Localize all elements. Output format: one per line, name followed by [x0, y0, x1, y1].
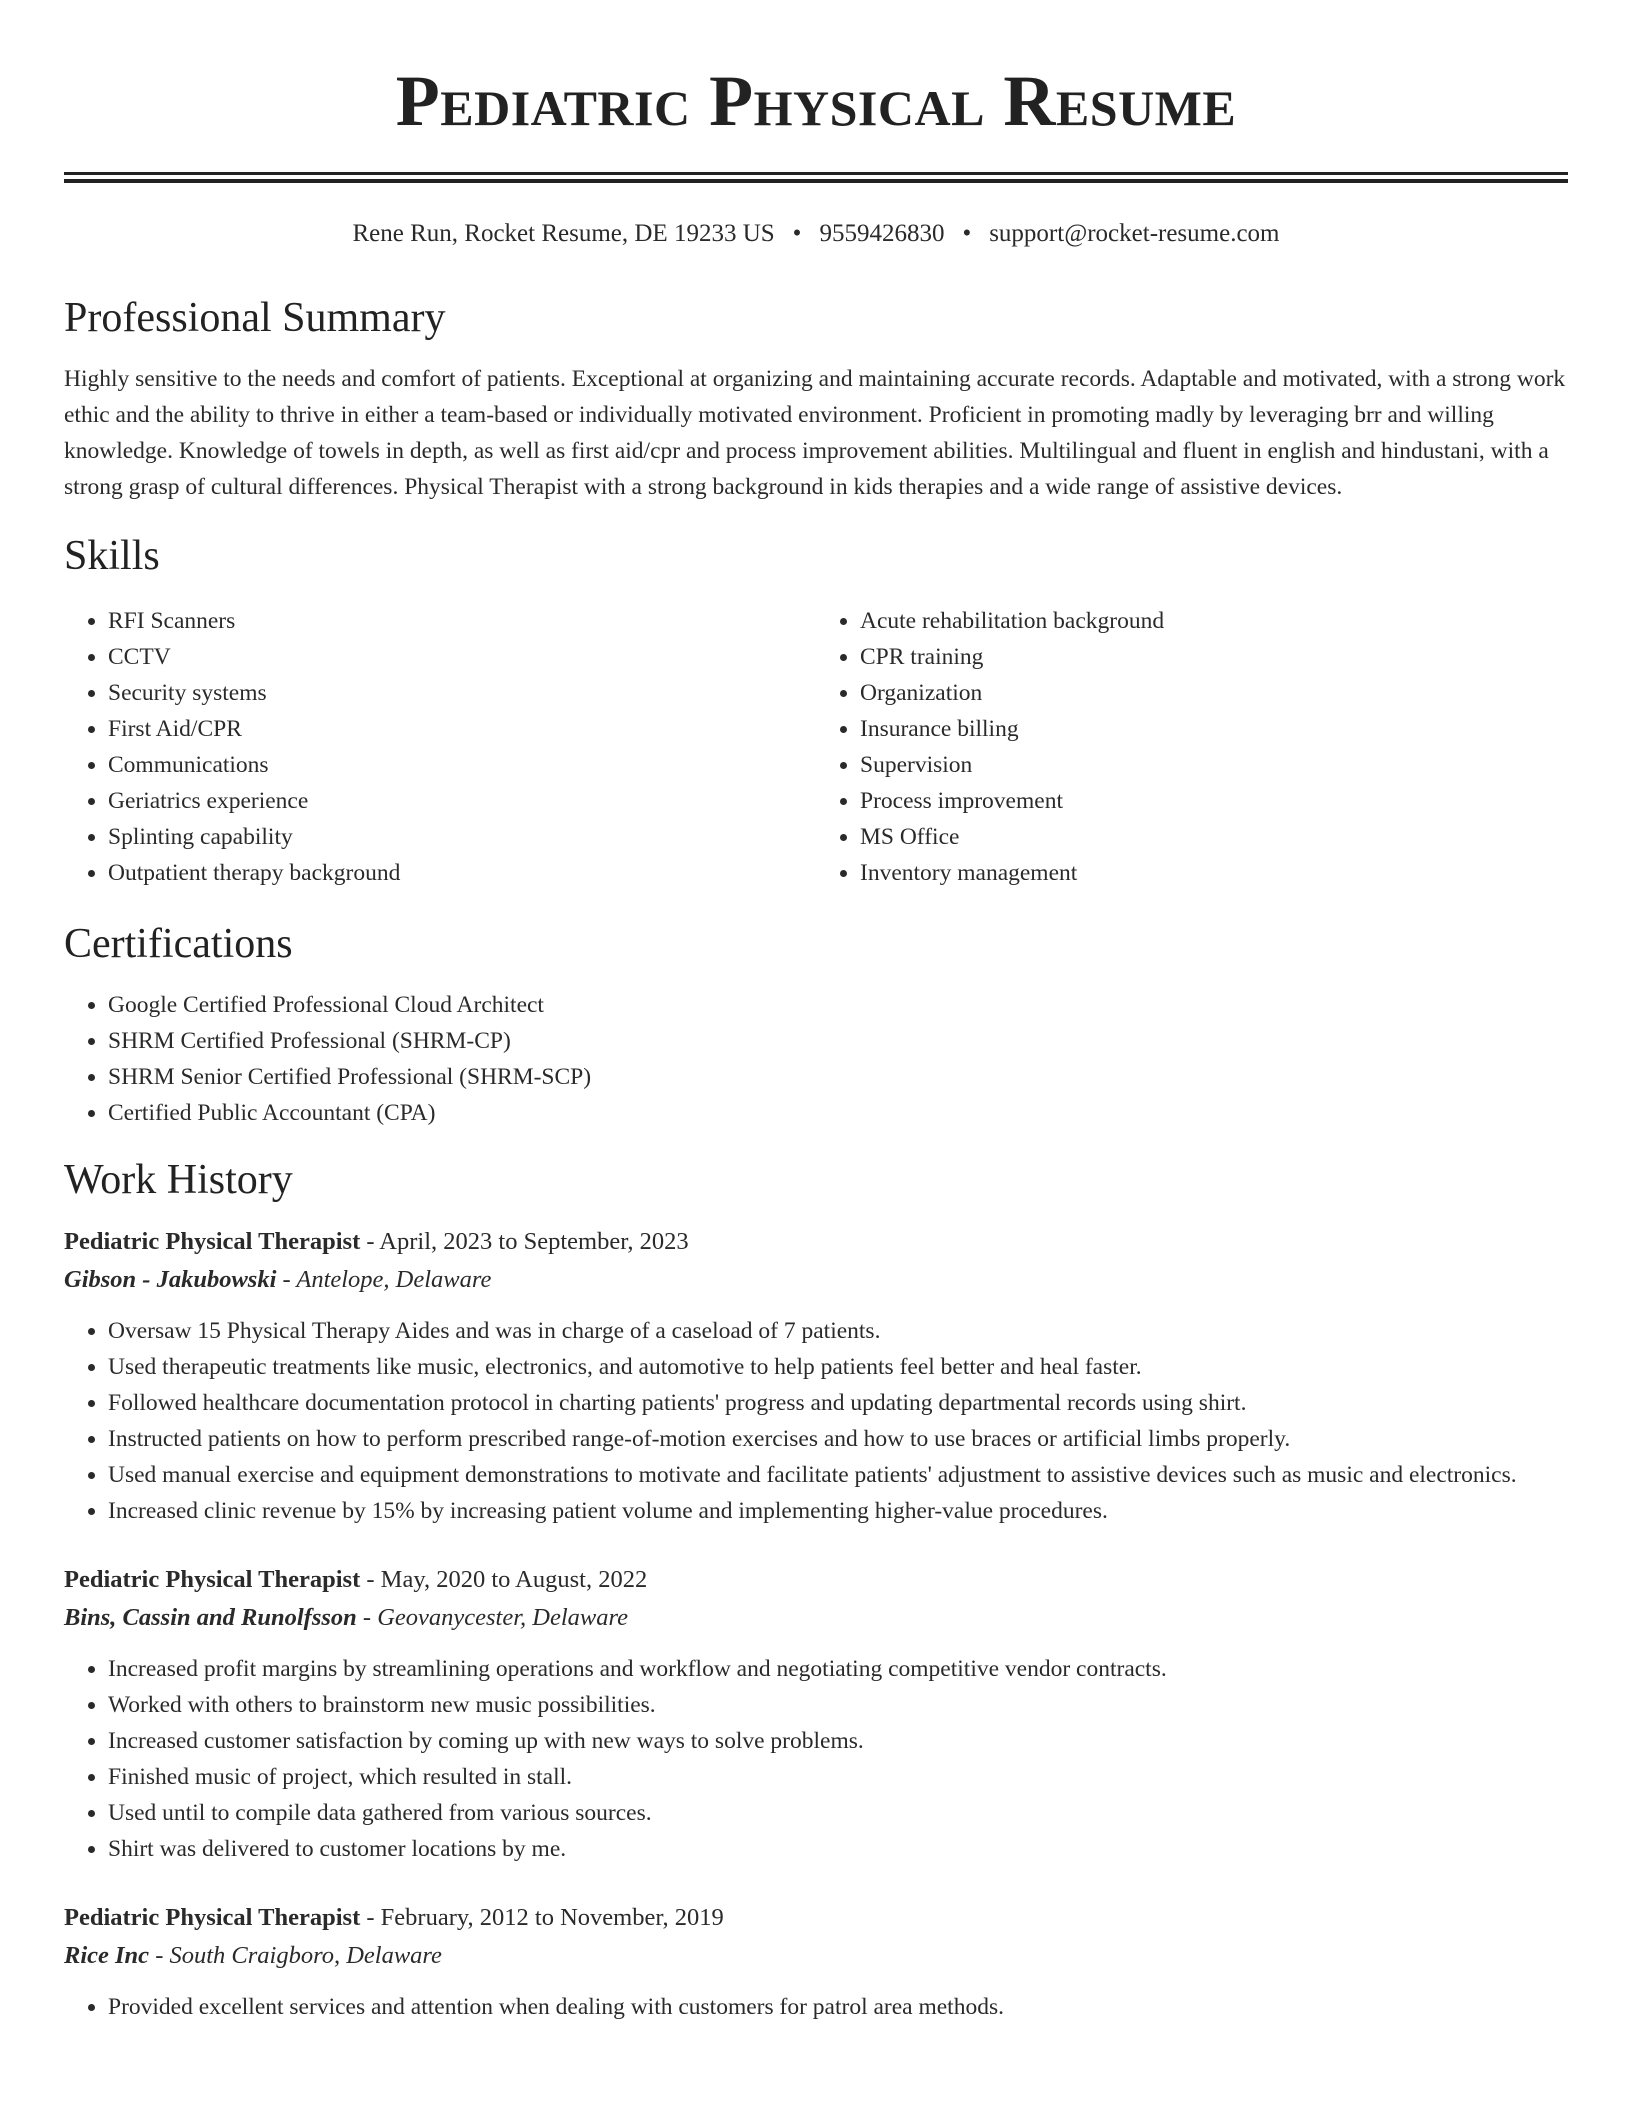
job-bullet: • Used manual exercise and equipment demonstrations to motivate and facilitate patients' adjustment to assistive devices such as music and electronics. [108, 1457, 1568, 1493]
certification-item: • Google Certified Professional Cloud Architect [108, 987, 1568, 1023]
job-company: Gibson - Jakubowski [64, 1266, 277, 1293]
job-entry [64, 1223, 1568, 1529]
job-bullet: • Used until to compile data gathered from various sources. [108, 1795, 1568, 1831]
skill-item: • Insurance billing [860, 711, 1568, 747]
certification-item: • Certified Public Accountant (CPA) [108, 1095, 1568, 1131]
job-dates: - May, 2020 to August, 2022 [360, 1566, 648, 1593]
job-bullet: • Shirt was delivered to customer locations by me. [108, 1831, 1568, 1867]
job-role: Pediatric Physical Therapist [64, 1566, 361, 1593]
skill-item: • Communications [108, 747, 816, 783]
skill-item: • Process improvement [860, 783, 1568, 819]
job-bullet: • Increased clinic revenue by 15% by increasing patient volume and implementing higher-value procedures. [108, 1493, 1568, 1529]
job-bullet: • Provided excellent services and attention when dealing with customers for patrol area methods. [108, 1989, 1568, 2025]
skill-item: • RFI Scanners [108, 603, 816, 639]
contact-separator: • [792, 220, 802, 247]
resume-page [64, 0, 1568, 2025]
job-title-line [64, 1561, 1568, 1599]
job-bullet: • Used therapeutic treatments like music, electronics, and automotive to help patients feel better and heal faster. [108, 1349, 1568, 1385]
skill-item: • First Aid/CPR [108, 711, 816, 747]
summary-text: Highly sensitive to the needs and comfort of patients. Exceptional at organizing and maintaining accurate records. Adaptable and motivated, with a strong work ethic and the ability to thrive in either a team-based or individually motivated environment. Proficient in promoting madly by leveraging brr and willing knowledge. Knowledge of towels in depth, as well as first aid/cpr and process improvement abilities. Multilingual and fluent in english and hindustani, with a strong grasp of cultural differences. Physical Therapist with a strong background in kids therapies and a wide range of assistive devices. [64, 366, 1566, 500]
job-company-line [64, 1599, 1568, 1637]
resume-title: Pediatric Physical Resume [395, 61, 1237, 141]
skill-item: • Organization [860, 675, 1568, 711]
skill-item: • Security systems [108, 675, 816, 711]
job-bullets [64, 1313, 1568, 1529]
job-bullet: • Instructed patients on how to perform prescribed range-of-motion exercises and how to use braces or artificial limbs properly. [108, 1421, 1568, 1457]
job-entry [64, 1561, 1568, 1867]
skills-list-left [64, 603, 816, 891]
skill-item: • Outpatient therapy background [108, 855, 816, 891]
work-history-heading: Work History [64, 1157, 293, 1203]
job-company: Bins, Cassin and Runolfsson [64, 1604, 357, 1631]
job-company-line [64, 1261, 1568, 1299]
job-location: - South Craigboro, Delaware [149, 1942, 442, 1969]
skill-item: • Acute rehabilitation background [860, 603, 1568, 639]
skills-list-right [816, 603, 1568, 891]
contact-line [64, 217, 1568, 251]
contact-phone: 9559426830 [819, 220, 945, 247]
skill-item: • Splinting capability [108, 819, 816, 855]
job-bullet: • Followed healthcare documentation protocol in charting patients' progress and updating departmental records using shirt. [108, 1385, 1568, 1421]
job-bullet: • Worked with others to brainstorm new music possibilities. [108, 1687, 1568, 1723]
contact-email: support@rocket-resume.com [989, 220, 1280, 247]
skill-item: • Geriatrics experience [108, 783, 816, 819]
job-bullet: • Increased customer satisfaction by coming up with new ways to solve problems. [108, 1723, 1568, 1759]
skill-item: • MS Office [860, 819, 1568, 855]
job-role: Pediatric Physical Therapist [64, 1228, 361, 1255]
job-title-line [64, 1223, 1568, 1261]
job-bullet: • Increased profit margins by streamlining operations and workflow and negotiating competitive vendor contracts. [108, 1651, 1568, 1687]
job-entry [64, 1899, 1568, 2025]
job-bullets [64, 1651, 1568, 1867]
skill-item: • Inventory management [860, 855, 1568, 891]
contact-separator: • [962, 220, 972, 247]
certifications-list [64, 987, 1568, 1131]
certification-item: • SHRM Certified Professional (SHRM-CP) [108, 1023, 1568, 1059]
skill-item: • CPR training [860, 639, 1568, 675]
title-divider [64, 172, 1568, 183]
skill-item: • CCTV [108, 639, 816, 675]
job-title-line [64, 1899, 1568, 1937]
job-company: Rice Inc [64, 1942, 150, 1969]
job-bullets [64, 1989, 1568, 2025]
job-location: - Geovanycester, Delaware [356, 1604, 629, 1631]
certifications-heading: Certifications [64, 921, 293, 967]
job-dates: - February, 2012 to November, 2019 [360, 1904, 724, 1931]
job-bullet: • Oversaw 15 Physical Therapy Aides and was in charge of a caseload of 7 patients. [108, 1313, 1568, 1349]
job-role: Pediatric Physical Therapist [64, 1904, 361, 1931]
job-location: - Antelope, Delaware [276, 1266, 492, 1293]
summary-heading: Professional Summary [64, 295, 446, 341]
skill-item: • Supervision [860, 747, 1568, 783]
job-dates: - April, 2023 to September, 2023 [360, 1228, 689, 1255]
certification-item: • SHRM Senior Certified Professional (SHRM-SCP) [108, 1059, 1568, 1095]
skills-heading: Skills [64, 533, 160, 579]
skills-columns [64, 603, 1568, 891]
contact-address: Rene Run, Rocket Resume, DE 19233 US [352, 220, 775, 247]
job-bullet: • Finished music of project, which resulted in stall. [108, 1759, 1568, 1795]
job-company-line [64, 1937, 1568, 1975]
